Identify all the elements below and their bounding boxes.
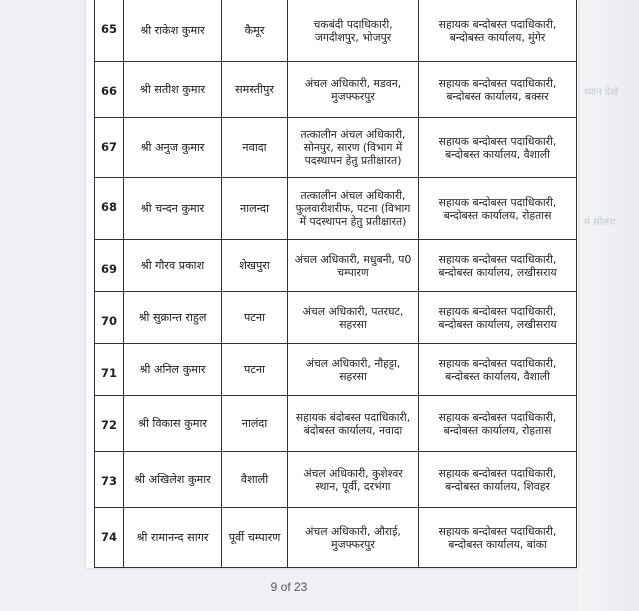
officer-name: श्री राकेश कुमार [124, 0, 222, 62]
current-posting: चकबंदी पदाधिकारी, जगदीशपुर, भोजपुर [288, 0, 419, 62]
new-posting: सहायक बन्दोबस्त पदाधिकारी, बन्दोबस्त कार्यालय, रोहतास [419, 178, 577, 240]
home-district: पटना [222, 292, 288, 344]
page-indicator: 9 of 23 [270, 580, 308, 594]
officer-name: श्री रामानन्द सागर [124, 508, 222, 568]
table-row [95, 344, 577, 396]
officer-name: श्री सुक्रान्त राहुल [124, 292, 222, 344]
serial-number: 66 [95, 62, 124, 118]
home-district: समस्तीपुर [222, 62, 288, 118]
new-posting: सहायक बन्दोबस्त पदाधिकारी, बन्दोबस्त कार्यालय, वैशाली [419, 118, 577, 178]
new-posting: सहायक बन्दोबस्त पदाधिकारी, बन्दोबस्त कार्यालय, बांका [419, 508, 577, 568]
home-district: नालंदा [222, 396, 288, 452]
new-posting: सहायक बन्दोबस्त पदाधिकारी, बन्दोबस्त कार्यालय, बक्सर [419, 62, 577, 118]
table-row [95, 292, 577, 344]
table-row [95, 118, 577, 178]
current-posting: अंचल अधिकारी, औराई, मुजफ्फरपुर [288, 508, 419, 568]
officer-name: श्री अनुज कुमार [124, 118, 222, 178]
new-posting: सहायक बन्दोबस्त पदाधिकारी, बन्दोबस्त कार्यालय, रोहतास [419, 396, 577, 452]
officer-name: श्री अनिल कुमार [124, 344, 222, 396]
new-posting: सहायक बन्दोबस्त पदाधिकारी, बन्दोबस्त कार्यालय, मुंगेर [419, 0, 577, 62]
officer-name: श्री गौरव प्रकाश [124, 240, 222, 292]
table-row [95, 508, 577, 568]
current-posting: तत्कालीन अंचल अधिकारी, सोनपुर, सारण (विभाग में पदस्थापन हेतु प्रतीक्षारत) [288, 118, 419, 178]
serial-number: 68 [95, 178, 124, 240]
officer-name: श्री सतीश कुमार [124, 62, 222, 118]
current-posting: सहायक बंदोबस्त पदाधिकारी, बंदोबस्त कार्यालय, नवादा [288, 396, 419, 452]
new-posting: सहायक बन्दोबस्त पदाधिकारी, बन्दोबस्त कार्यालय, वैशाली [419, 344, 577, 396]
home-district: पटना [222, 344, 288, 396]
current-posting: अंचल अधिकारी, पतरघट, सहरसा [288, 292, 419, 344]
document-page [86, 0, 578, 568]
new-posting: सहायक बन्दोबस्त पदाधिकारी, बन्दोबस्त कार्यालय, शिवहर [419, 452, 577, 508]
table-row [95, 452, 577, 508]
home-district: पूर्वी चम्पारण [222, 508, 288, 568]
serial-number: 72 [95, 396, 124, 452]
officer-name: श्री विकास कुमार [124, 396, 222, 452]
home-district: वैशाली [222, 452, 288, 508]
officer-name: श्री चन्दन कुमार [124, 178, 222, 240]
current-posting: तत्कालीन अंचल अधिकारी, फुलवारीशरीफ, पटना (विभाग में पदस्थापन हेतु प्रतीक्षारत) [288, 178, 419, 240]
home-district: कैमूर [222, 0, 288, 62]
home-district: नालन्दा [222, 178, 288, 240]
serial-number: 74 [95, 508, 124, 568]
table-row [95, 240, 577, 292]
serial-number: 71 [95, 344, 124, 396]
serial-number: 65 [95, 0, 124, 62]
officer-name: श्री अखिलेश कुमार [124, 452, 222, 508]
background-text: ध्यान देखे [584, 87, 619, 98]
background-text: मं सोलंथ [584, 217, 616, 228]
serial-number: 73 [95, 452, 124, 508]
home-district: नवादा [222, 118, 288, 178]
table-row [95, 62, 577, 118]
serial-number: 70 [95, 292, 124, 344]
serial-number: 67 [95, 118, 124, 178]
table-row [95, 396, 577, 452]
serial-number: 69 [95, 240, 124, 292]
current-posting: अंचल अधिकारी, कुशेश्वर स्थान, पूर्वी, दरभंगा [288, 452, 419, 508]
table-row [95, 178, 577, 240]
new-posting: सहायक बन्दोबस्त पदाधिकारी, बन्दोबस्त कार्यालय, लखीसराय [419, 292, 577, 344]
transfer-table [94, 0, 577, 568]
current-posting: अंचल अधिकारी, नौहट्टा, सहरसा [288, 344, 419, 396]
table-row [95, 0, 577, 62]
home-district: शेखपुरा [222, 240, 288, 292]
new-posting: सहायक बन्दोबस्त पदाधिकारी, बन्दोबस्त कार्यालय, लखीसराय [419, 240, 577, 292]
current-posting: अंचल अधिकारी, मधुबनी, प0 चम्पारण [288, 240, 419, 292]
current-posting: अंचल अधिकारी, मडवन, मुजफ्फरपुर [288, 62, 419, 118]
